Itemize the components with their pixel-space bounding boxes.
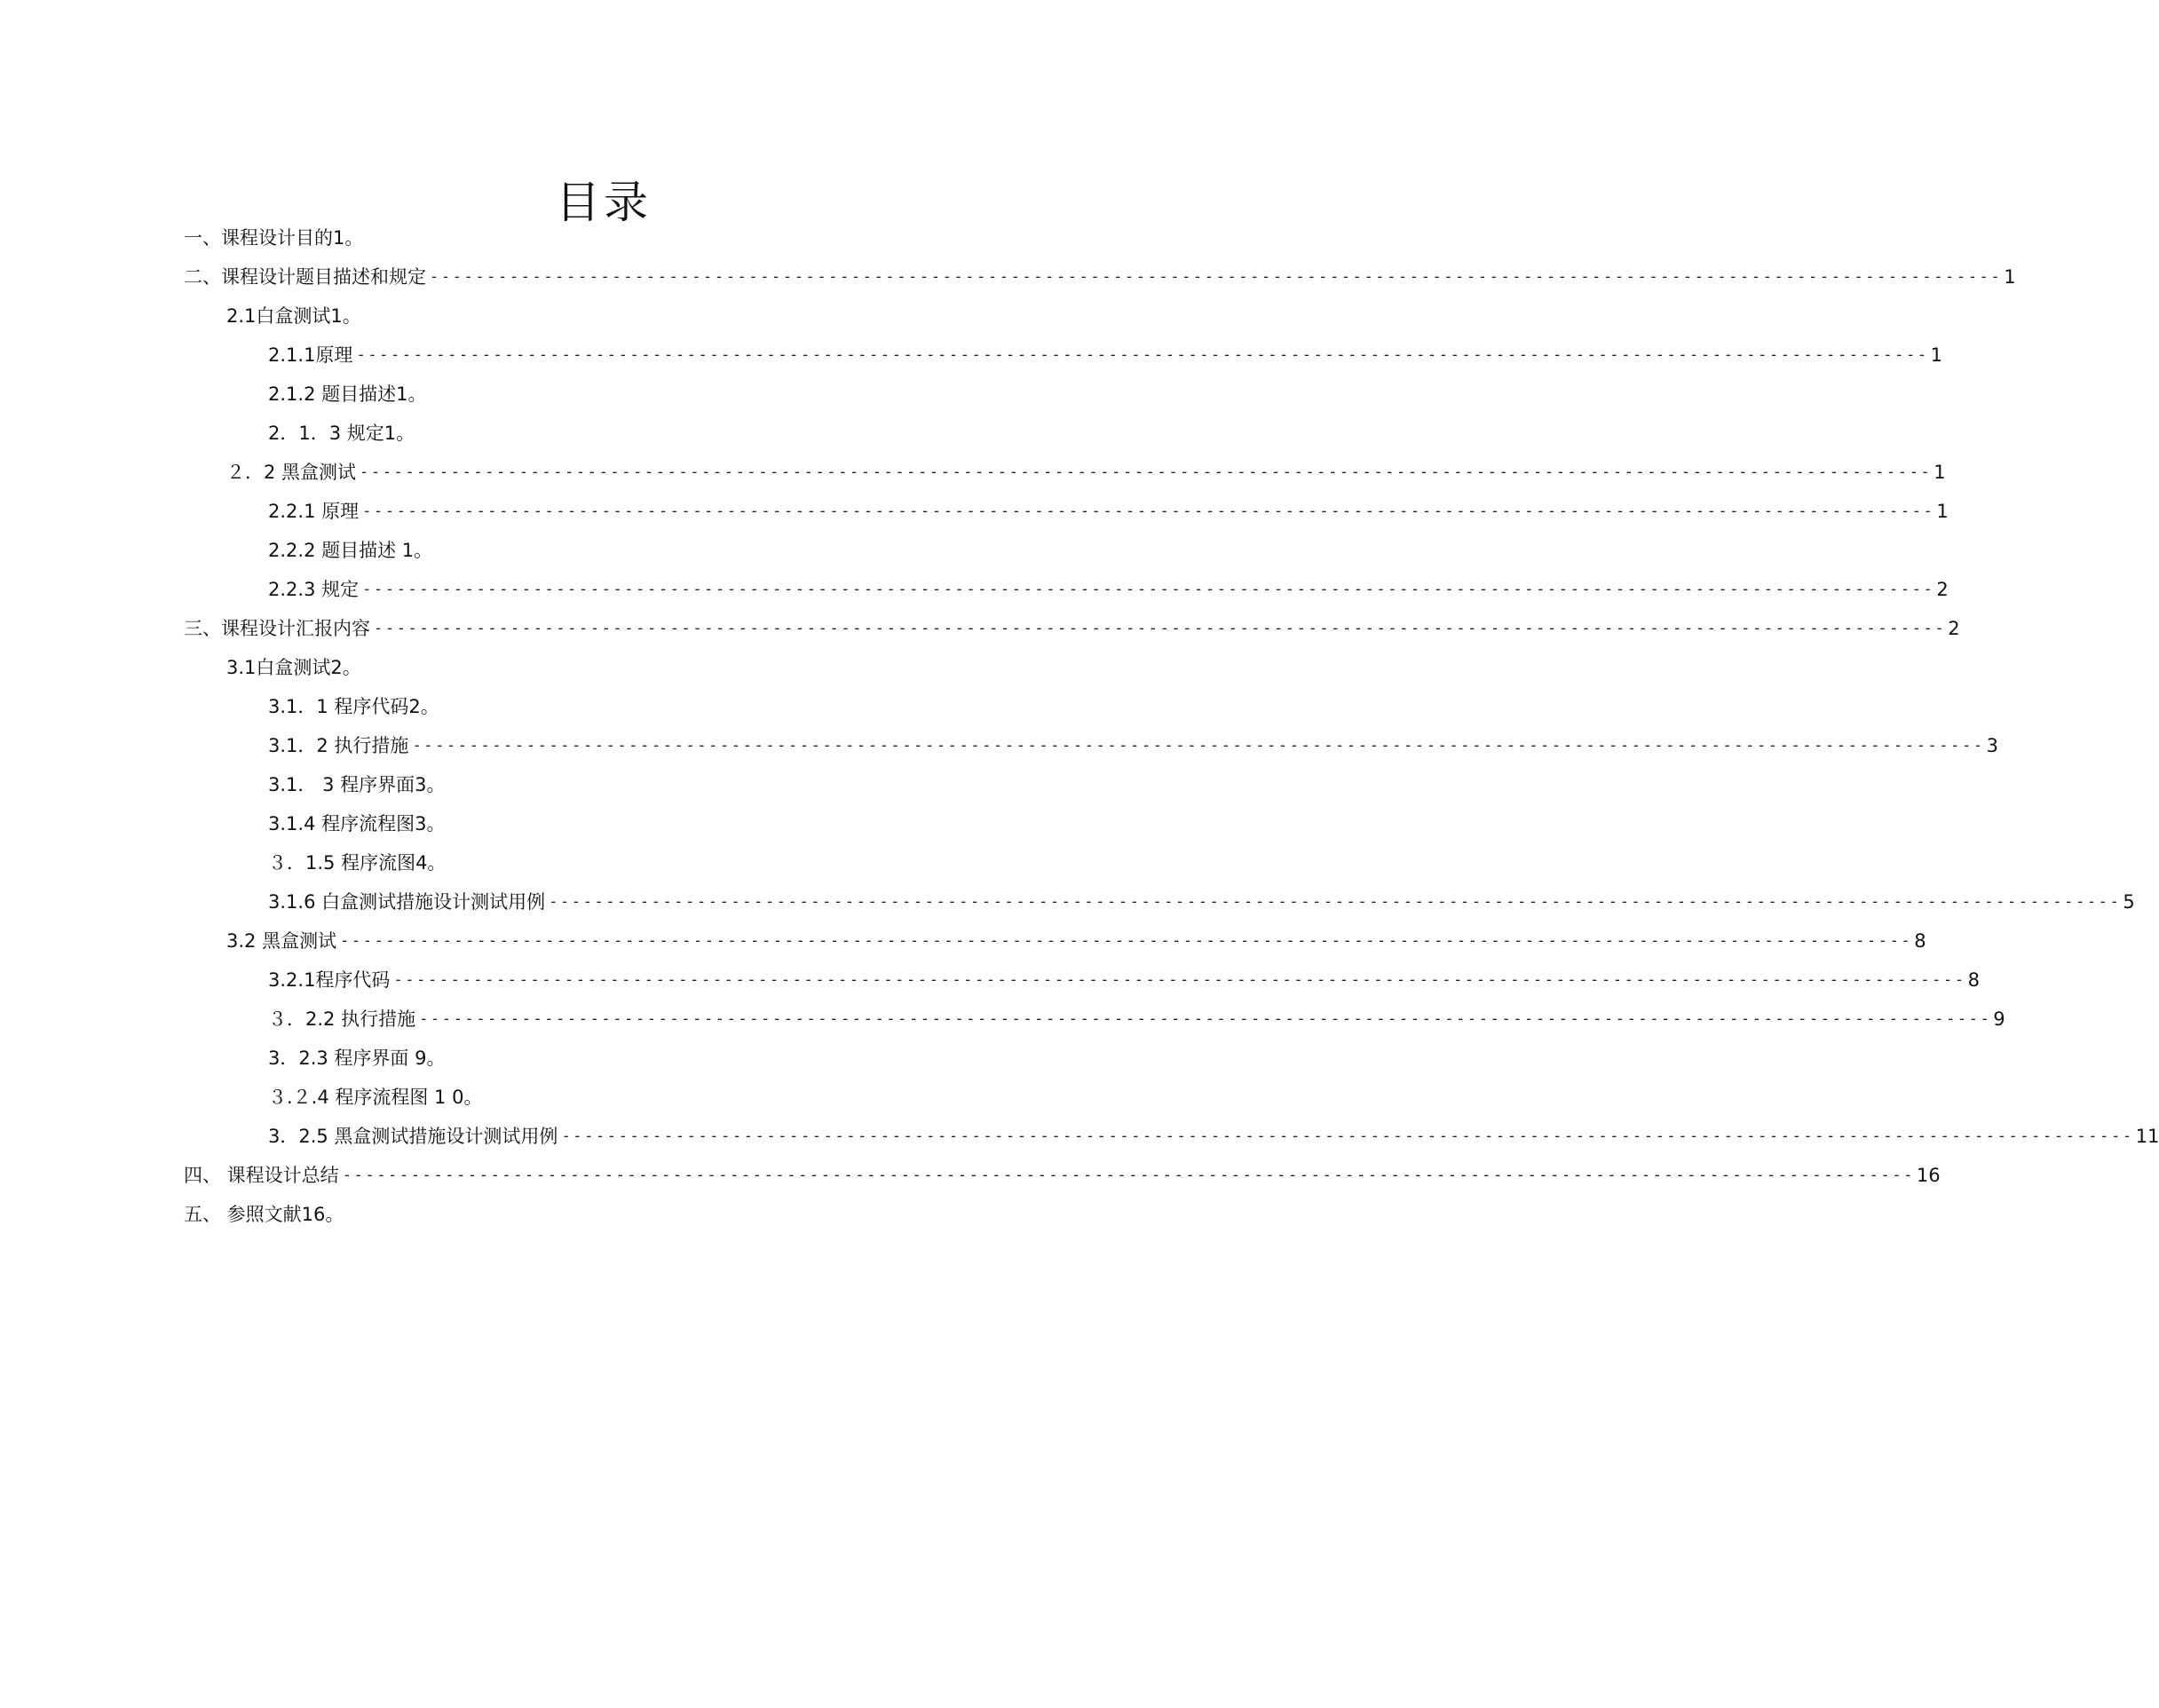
toc-dot-leader: ------------------------------------------------------------------------------------------------------------------------------------------ xyxy=(362,502,1935,520)
toc-entry-label: 3.1.6 白盒测试措施设计测试用例 xyxy=(268,891,546,913)
toc-entry-label: 3.2.1程序代码 xyxy=(268,969,391,991)
toc-entry-label: 2.2.2 题目描述 1。 xyxy=(268,540,433,561)
toc-entry-page-number: 1 xyxy=(1936,501,1949,522)
toc-dot-leader: ------------------------------------------------------------------------------------------------------------------------------------------ xyxy=(549,893,2122,911)
toc-entry-page-number: 5 xyxy=(2123,891,2135,913)
toc-entry-label: 3.1.4 程序流程图3。 xyxy=(268,813,446,834)
toc-entry-label: 2.2.1 原理 xyxy=(268,501,360,522)
toc-entry[interactable] xyxy=(268,341,1943,369)
toc-entry[interactable] xyxy=(184,1161,1941,1190)
toc-entry-label: 2.1白盒测试1。 xyxy=(226,305,361,327)
toc-dot-leader: ------------------------------------------------------------------------------------------------------------------------------------------ xyxy=(356,346,1929,364)
toc-entry-label: 2．1．3 规定1。 xyxy=(268,423,415,444)
toc-entry[interactable] xyxy=(184,224,363,252)
toc-entry-label: 2.1.1原理 xyxy=(268,344,353,366)
toc-dot-leader: ------------------------------------------------------------------------------------------------------------------------------------------ xyxy=(412,737,1985,755)
toc-entry[interactable] xyxy=(268,1044,445,1072)
toc-dot-leader: ------------------------------------------------------------------------------------------------------------------------------------------ xyxy=(393,971,1966,989)
page-title: 目录 xyxy=(556,177,652,228)
toc-entry-page-number: 9 xyxy=(1993,1008,2005,1030)
toc-entry[interactable] xyxy=(226,458,1946,486)
toc-entry[interactable] xyxy=(268,849,446,877)
toc-entry[interactable] xyxy=(268,692,439,721)
toc-entry[interactable] xyxy=(268,810,445,838)
toc-dot-leader: ------------------------------------------------------------------------------------------------------------------------------------------ xyxy=(362,581,1935,598)
toc-entry[interactable] xyxy=(268,575,1949,604)
toc-entry[interactable] xyxy=(268,1122,2159,1151)
toc-dot-leader: ------------------------------------------------------------------------------------------------------------------------------------------ xyxy=(430,268,2003,286)
toc-entry-label: 2.1.2 题目描述1。 xyxy=(268,384,427,405)
toc-entry-label: 3.1白盒测试2。 xyxy=(226,657,361,678)
toc-entry-page-number: 1 xyxy=(1934,462,1946,483)
toc-entry-page-number: 2 xyxy=(1948,618,1960,639)
toc-entry[interactable] xyxy=(184,263,2016,291)
toc-entry-page-number: 3 xyxy=(1986,735,1999,756)
toc-entry-label: ３.２.4 程序流程图 1 0。 xyxy=(268,1087,483,1108)
toc-entry-label: ３．2.2 执行措施 xyxy=(268,1008,416,1030)
toc-entry-label: 3．2.5 黑盒测试措施设计测试用例 xyxy=(268,1126,558,1147)
toc-entry[interactable] xyxy=(268,1083,482,1111)
toc-entry[interactable] xyxy=(268,966,1981,994)
toc-entry[interactable] xyxy=(184,1200,344,1229)
toc-entry-page-number: 16 xyxy=(1916,1165,1941,1186)
toc-entry-page-number: 8 xyxy=(1914,930,1926,952)
toc-entry[interactable] xyxy=(268,1005,2005,1033)
toc-entry-label: ２．2 黑盒测试 xyxy=(226,462,357,483)
toc-entry[interactable] xyxy=(226,927,1926,955)
toc-entry-label: 三、课程设计汇报内容 xyxy=(184,618,370,639)
toc-dot-leader: ------------------------------------------------------------------------------------------------------------------------------------------ xyxy=(374,620,1947,637)
toc-entry[interactable] xyxy=(268,731,1999,760)
toc-entry-page-number: 1 xyxy=(1930,344,1943,366)
toc-entry[interactable] xyxy=(226,653,361,682)
toc-entry-label: 3．2.3 程序界面 9。 xyxy=(268,1048,446,1069)
toc-entry-label: 2.2.3 规定 xyxy=(268,579,360,600)
toc-entry[interactable] xyxy=(268,419,415,447)
toc-entry-page-number: 2 xyxy=(1936,579,1949,600)
toc-entry-label: 一、课程设计目的1。 xyxy=(184,227,364,249)
toc-dot-leader: ------------------------------------------------------------------------------------------------------------------------------------------ xyxy=(342,1166,1915,1184)
toc-entry-label: 四、 课程设计总结 xyxy=(184,1165,339,1186)
toc-entry[interactable] xyxy=(268,771,445,799)
toc-entry[interactable] xyxy=(184,614,1960,643)
toc-entry-label: ３．1.5 程序流图4。 xyxy=(268,852,447,874)
toc-entry[interactable] xyxy=(268,497,1949,526)
toc-entry-page-number: 1 xyxy=(2004,266,2016,288)
toc-entry-page-number: 11 xyxy=(2135,1126,2159,1147)
toc-entry[interactable] xyxy=(268,888,2135,916)
toc-entry[interactable] xyxy=(268,536,432,565)
toc-entry-label: 3.1．1 程序代码2。 xyxy=(268,696,439,717)
toc-entry-label: 3.1．2 执行措施 xyxy=(268,735,409,756)
toc-dot-leader: ------------------------------------------------------------------------------------------------------------------------------------------ xyxy=(360,463,1933,481)
toc-entry-label: 3.2 黑盒测试 xyxy=(226,930,337,952)
toc-entry-label: 五、 参照文献16。 xyxy=(184,1204,344,1225)
toc-entry[interactable] xyxy=(226,302,361,330)
toc-entry-label: 二、课程设计题目描述和规定 xyxy=(184,266,426,288)
toc-entry-label: 3.1． 3 程序界面3。 xyxy=(268,774,446,795)
toc-dot-leader: ------------------------------------------------------------------------------------------------------------------------------------------ xyxy=(340,932,1913,950)
toc-dot-leader: ------------------------------------------------------------------------------------------------------------------------------------------ xyxy=(419,1010,1992,1028)
toc-entry-page-number: 8 xyxy=(1967,969,1981,991)
toc-dot-leader: ------------------------------------------------------------------------------------------------------------------------------------------ xyxy=(561,1127,2134,1145)
toc-entry[interactable] xyxy=(268,380,426,408)
